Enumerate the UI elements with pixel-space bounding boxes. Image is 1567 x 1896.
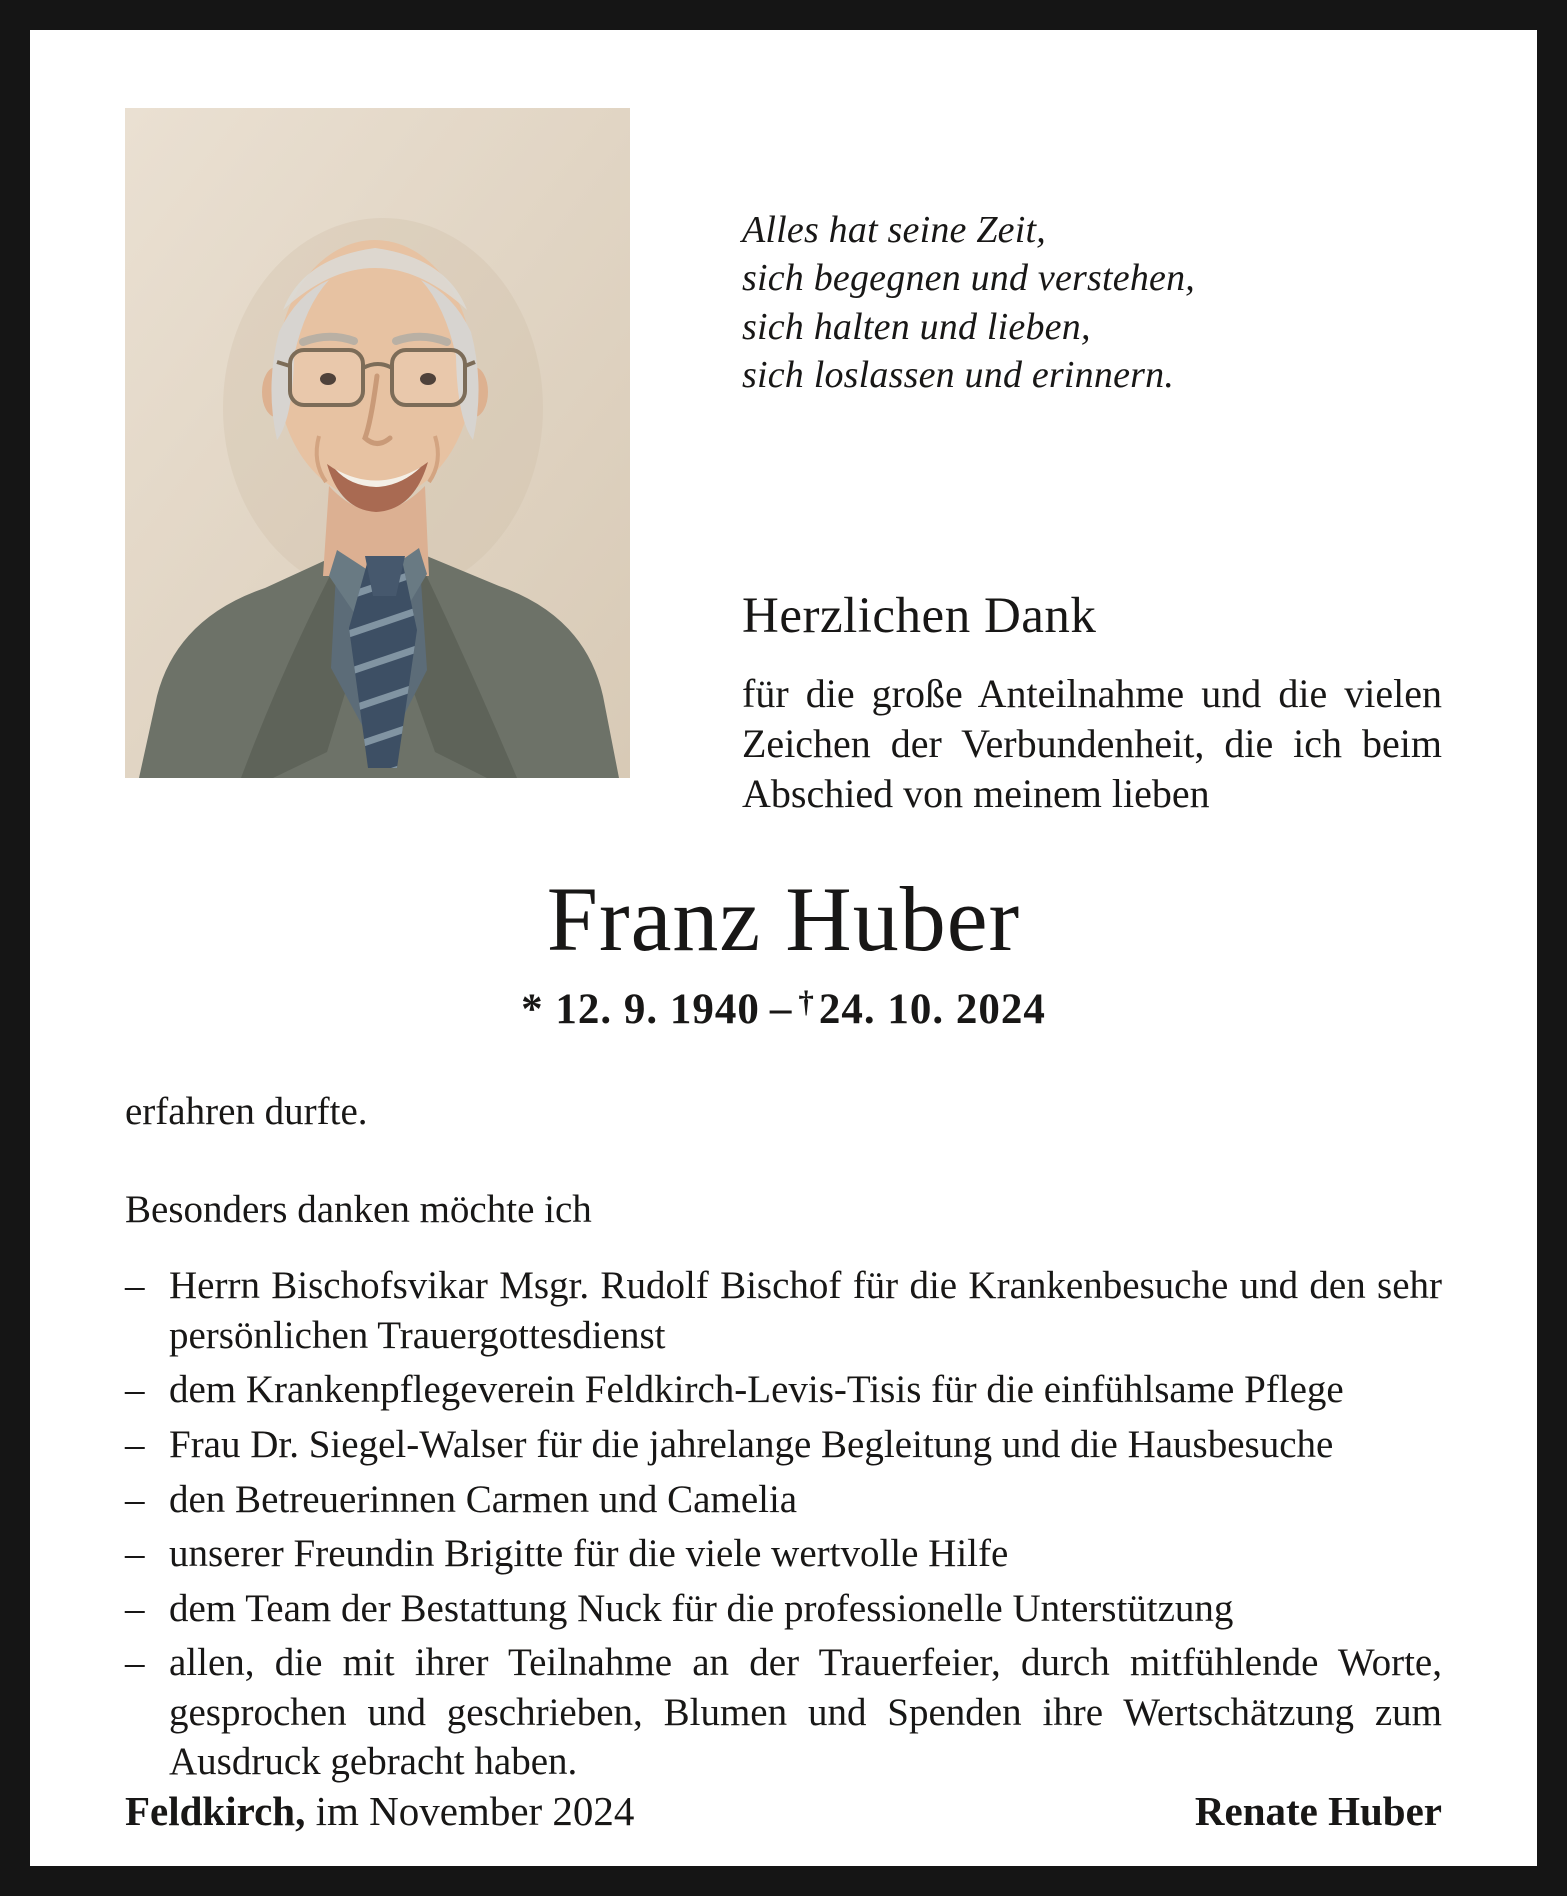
thanks-item-text: unserer Freundin Brigitte für die viele wertvolle Hilfe	[169, 1532, 1009, 1576]
thanks-item-text: dem Krankenpflegeverein Feldkirch-Levis-Tisis für die einfühlsame Pflege	[169, 1368, 1344, 1412]
thanks-item	[125, 1420, 1442, 1470]
footer	[125, 1787, 1442, 1835]
poem-line: sich begegnen und verstehen,	[742, 257, 1196, 300]
place: Feldkirch,	[125, 1787, 306, 1834]
thanks-item	[125, 1365, 1442, 1415]
signature: Renate Huber	[1194, 1787, 1442, 1834]
portrait-illustration	[125, 108, 630, 778]
thanks-item-text: den Betreuerinnen Carmen und Camelia	[169, 1477, 798, 1521]
place-date	[125, 1787, 634, 1835]
thanks-intro: Besonders danken möchte ich	[125, 1187, 592, 1231]
dash-bullet: –	[125, 1641, 145, 1685]
name-block	[125, 868, 1442, 1033]
after-name-text: erfahren durfte.	[125, 1090, 368, 1134]
dash-bullet: –	[125, 1586, 145, 1630]
poem-line: sich halten und lieben,	[742, 305, 1091, 348]
thanks-item	[125, 1638, 1442, 1787]
thanks-heading: Herzlichen Dank	[742, 588, 1097, 644]
dagger-icon: †	[798, 983, 815, 1019]
thanks-list	[125, 1256, 1442, 1786]
thanks-item-text: allen, die mit ihrer Teilnahme an der Trauerfeier, durch mitfühlende Worte, gesprochen und geschrieben, Blumen und Spenden ihre Wertschätzung zum Ausdruck gebracht haben.	[169, 1641, 1442, 1784]
thanks-item	[125, 1475, 1442, 1525]
deceased-name: Franz Huber	[546, 868, 1021, 970]
dash-bullet: –	[125, 1477, 145, 1521]
obituary-card	[30, 30, 1537, 1866]
intro-paragraph: für die große Anteilnahme und die vielen Zeichen der Verbundenheit, die ich beim Abschied von meinem lieben	[742, 671, 1442, 816]
dash-bullet: –	[125, 1368, 145, 1412]
thanks-item-text: dem Team der Bestattung Nuck für die professionelle Unterstützung	[169, 1586, 1234, 1630]
death-date: 24. 10. 2024	[818, 985, 1046, 1033]
thanks-item-text: Frau Dr. Siegel-Walser für die jahrelange Begleitung und die Hausbesuche	[169, 1423, 1334, 1466]
thanks-item	[125, 1529, 1442, 1579]
dash-bullet: –	[125, 1423, 145, 1466]
thanks-item	[125, 1261, 1442, 1360]
dates-separator: –	[769, 985, 793, 1033]
poem-line: sich loslassen und erinnern.	[742, 353, 1175, 396]
thanks-item-text: Herrn Bischofsvikar Msgr. Rudolf Bischof für die Krankenbesuche und den sehr persönlichen Trauergottesdienst	[169, 1264, 1442, 1357]
portrait-photo	[125, 108, 630, 778]
life-dates	[125, 984, 1442, 1034]
date: im November 2024	[315, 1787, 635, 1834]
top-right-column	[742, 108, 1442, 819]
dash-bullet: –	[125, 1264, 145, 1308]
birth-date: * 12. 9. 1940	[521, 985, 760, 1033]
thanks-item	[125, 1584, 1442, 1634]
dash-bullet: –	[125, 1532, 145, 1576]
top-section	[125, 108, 1442, 819]
poem-line: Alles hat seine Zeit,	[742, 209, 1046, 251]
poem	[742, 206, 1442, 399]
